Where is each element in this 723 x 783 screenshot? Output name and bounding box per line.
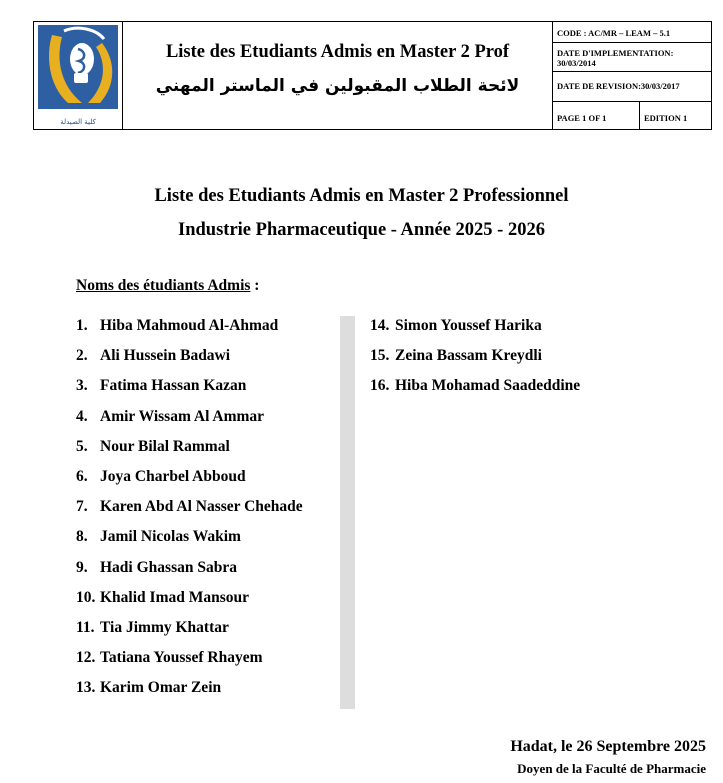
student-name: Fatima Hassan Kazan [100, 377, 247, 395]
student-list-item [76, 498, 303, 528]
header-title-arabic: لائحة الطلاب المقبولين في الماستر المهني [155, 76, 520, 96]
student-number: 6. [76, 467, 88, 485]
student-name: Hadi Ghassan Sabra [100, 558, 237, 576]
logo-caption: كلية الصيدلة [60, 118, 96, 126]
signature-place-date: Hadat, le 26 Septembre 2025 [510, 738, 706, 755]
student-list-item [76, 377, 303, 407]
student-name: Tia Jimmy Khattar [100, 618, 229, 636]
student-number: 2. [76, 347, 88, 365]
revision-date: DATE DE REVISION:30/03/2017 [553, 72, 711, 102]
student-list-item [76, 559, 303, 589]
student-number: 10. [76, 588, 96, 606]
student-name: Tatiana Youssef Rhayem [100, 649, 263, 667]
implementation-date: DATE D'IMPLEMENTATION: 30/03/2014 [553, 43, 711, 72]
student-list-item [370, 317, 580, 347]
student-list-item [76, 679, 303, 709]
student-number: 12. [76, 649, 96, 667]
student-number: 11. [76, 618, 95, 636]
university-lebanon-logo-icon [38, 25, 118, 109]
edition-number: EDITION 1 [644, 113, 688, 123]
header-meta-cell [553, 22, 711, 129]
student-number: 9. [76, 558, 88, 576]
signature-role: Doyen de la Faculté de Pharmacie [517, 761, 706, 776]
student-name: Nour Bilal Rammal [100, 437, 230, 455]
student-name: Simon Youssef Harika [395, 317, 542, 334]
student-list-item [76, 468, 303, 498]
student-list-item [76, 619, 303, 649]
student-name: Hiba Mohamad Saadeddine [395, 377, 581, 395]
student-list-item [76, 528, 303, 558]
document-header [33, 21, 712, 130]
header-title-french: Liste des Etudiants Admis en Master 2 Prof [165, 42, 510, 62]
student-list-item [370, 347, 580, 377]
student-list-item [76, 347, 303, 377]
student-name: Ali Hussein Badawi [100, 347, 231, 365]
document-title: Liste des Etudiants Admis en Master 2 Professionnel [154, 186, 569, 206]
student-name: Karen Abd Al Nasser Chehade [100, 498, 303, 516]
student-number: 13. [76, 679, 96, 697]
student-name: Joya Charbel Abboud [100, 467, 246, 485]
document-code: CODE : AC/MR – LEAM – 5.1 [553, 22, 711, 43]
student-list-item [76, 649, 303, 679]
student-number: 14. [370, 317, 390, 334]
student-list-item [76, 408, 303, 438]
student-list-item [76, 438, 303, 468]
student-number: 7. [76, 498, 88, 516]
header-title-cell [123, 22, 553, 129]
student-list-left [76, 317, 303, 709]
student-list-item [76, 589, 303, 619]
student-list-item [76, 317, 303, 347]
admitted-students-heading [76, 277, 259, 295]
student-name: Khalid Imad Mansour [100, 588, 250, 606]
student-number: 3. [76, 377, 88, 395]
student-number: 4. [76, 407, 88, 425]
student-name: Zeina Bassam Kreydli [395, 347, 542, 365]
page-number: PAGE 1 OF 1 [553, 102, 640, 129]
student-name: Amir Wissam Al Ammar [100, 407, 265, 425]
logo-cell [34, 22, 123, 129]
heading-colon: : [250, 277, 260, 294]
student-number: 8. [76, 528, 88, 546]
page-edition-row [553, 102, 711, 129]
student-list-item [370, 377, 580, 407]
student-name: Karim Omar Zein [100, 679, 222, 697]
student-number: 15. [370, 347, 390, 365]
student-name: Jamil Nicolas Wakim [100, 528, 241, 546]
student-name: Hiba Mahmoud Al-Ahmad [100, 317, 279, 334]
column-divider [340, 316, 355, 709]
admitted-students-label: Noms des étudiants Admis [76, 277, 251, 294]
student-number: 16. [370, 377, 390, 395]
student-list-right [370, 317, 580, 408]
document-subtitle: Industrie Pharmaceutique - Année 2025 - 2026 [178, 220, 545, 240]
student-number: 5. [76, 437, 88, 455]
student-number: 1. [76, 317, 88, 334]
